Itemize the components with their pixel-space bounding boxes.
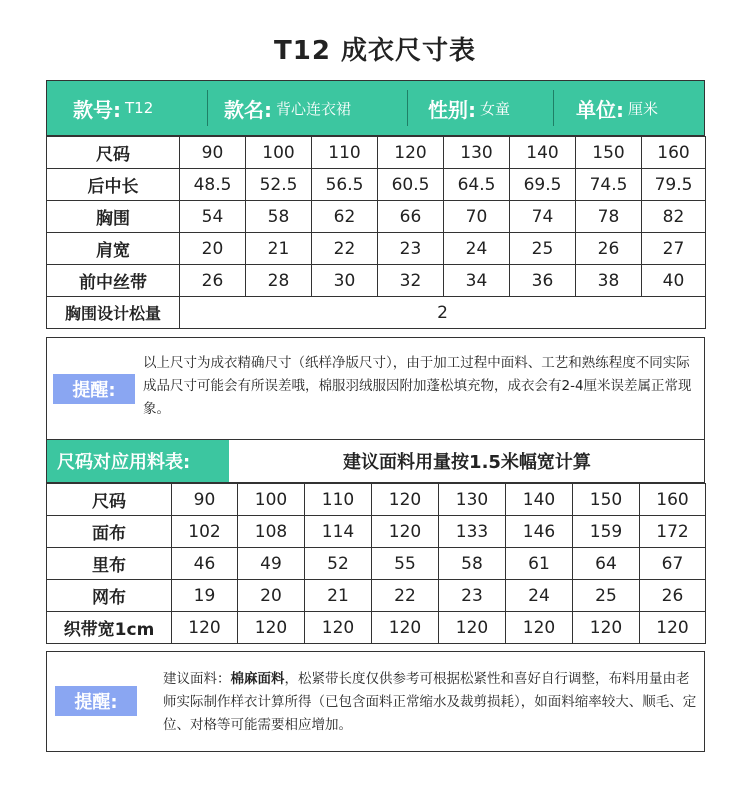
- reminder-note-fabric: [46, 651, 705, 752]
- size-row: [47, 169, 706, 201]
- table-cell: 114: [305, 516, 372, 548]
- unit-value: 厘米: [628, 99, 659, 118]
- table-cell: 79.5: [642, 169, 706, 201]
- table-cell: 25: [573, 580, 640, 612]
- gender-value: 女童: [480, 99, 511, 118]
- table-cell: 52: [305, 548, 372, 580]
- row-label: 前中丝带: [47, 265, 180, 297]
- table-cell: 34: [444, 265, 510, 297]
- table-cell: 56.5: [312, 169, 378, 201]
- table-cell: 159: [573, 516, 640, 548]
- ease-label: 胸围设计松量: [47, 297, 180, 329]
- row-label: 尺码: [47, 137, 180, 169]
- table-cell: 120: [238, 612, 305, 644]
- table-cell: 120: [172, 612, 238, 644]
- table-cell: 100: [246, 137, 312, 169]
- table-cell: 38: [576, 265, 642, 297]
- page-title: T12 成衣尺寸表: [274, 36, 476, 66]
- info-header-bar: [46, 80, 705, 136]
- table-cell: 46: [172, 548, 238, 580]
- table-cell: 120: [305, 612, 372, 644]
- table-cell: 82: [642, 201, 706, 233]
- table-cell: 100: [238, 484, 305, 516]
- ease-value: 2: [180, 297, 706, 329]
- style-name-label: 款名:: [224, 97, 272, 122]
- table-cell: 49: [238, 548, 305, 580]
- table-cell: 130: [444, 137, 510, 169]
- table-cell: 62: [312, 201, 378, 233]
- table-cell: 160: [642, 137, 706, 169]
- table-cell: 21: [305, 580, 372, 612]
- table-cell: 26: [576, 233, 642, 265]
- style-name-cell: [207, 90, 407, 126]
- table-cell: 74.5: [576, 169, 642, 201]
- table-cell: 66: [378, 201, 444, 233]
- table-cell: 25: [510, 233, 576, 265]
- table-cell: 22: [372, 580, 439, 612]
- table-cell: 150: [573, 484, 640, 516]
- table-cell: 146: [506, 516, 573, 548]
- fabric-row: [47, 548, 706, 580]
- style-no-cell: [47, 90, 207, 126]
- table-cell: 48.5: [180, 169, 246, 201]
- table-cell: 23: [439, 580, 506, 612]
- table-cell: 28: [246, 265, 312, 297]
- fabric-row: [47, 612, 706, 644]
- style-name-value: 背心连衣裙: [276, 99, 352, 118]
- gender-cell: [407, 90, 553, 126]
- table-cell: 58: [246, 201, 312, 233]
- table-cell: 60.5: [378, 169, 444, 201]
- table-cell: 61: [506, 548, 573, 580]
- table-cell: 120: [372, 516, 439, 548]
- table-cell: 36: [510, 265, 576, 297]
- fabric-suggestion-prefix: 建议面料：: [163, 671, 231, 687]
- table-cell: 26: [640, 580, 706, 612]
- table-cell: 70: [444, 201, 510, 233]
- row-label: 面布: [47, 516, 172, 548]
- table-cell: 52.5: [246, 169, 312, 201]
- table-cell: 102: [172, 516, 238, 548]
- table-cell: 24: [444, 233, 510, 265]
- table-cell: 120: [439, 612, 506, 644]
- fabric-suggestion-text: ，松紧带长度仅供参考可根据松紧性和喜好自行调整，布料用量由老师实际制作样衣计算所得（已包含面料正常缩水及裁剪损耗），如面料缩率较大、顺毛、定位、对格等可能需要相应增加。: [163, 671, 697, 733]
- table-cell: 140: [510, 137, 576, 169]
- fabric-row: [47, 580, 706, 612]
- table-cell: 40: [642, 265, 706, 297]
- table-cell: 55: [372, 548, 439, 580]
- size-row: [47, 265, 706, 297]
- row-label: 尺码: [47, 484, 172, 516]
- table-cell: 20: [180, 233, 246, 265]
- table-cell: 120: [372, 612, 439, 644]
- table-cell: 120: [378, 137, 444, 169]
- table-cell: 64.5: [444, 169, 510, 201]
- table-cell: 120: [506, 612, 573, 644]
- fabric-suggestion: 棉麻面料: [230, 671, 285, 687]
- ease-row: [47, 297, 706, 329]
- row-label: 后中长: [47, 169, 180, 201]
- gender-label: 性别:: [428, 97, 476, 122]
- table-cell: 160: [640, 484, 706, 516]
- table-cell: 120: [372, 484, 439, 516]
- size-row: [47, 201, 706, 233]
- table-cell: 22: [312, 233, 378, 265]
- size-row: [47, 137, 706, 169]
- reminder-badge: 提醒:: [53, 374, 135, 404]
- unit-cell: [553, 90, 703, 126]
- row-label: 网布: [47, 580, 172, 612]
- table-cell: 108: [238, 516, 305, 548]
- table-cell: 32: [378, 265, 444, 297]
- reminder-badge: 提醒:: [55, 686, 137, 716]
- fabric-section-title: 建议面料用量按1.5米幅宽计算: [343, 452, 591, 473]
- table-cell: 58: [439, 548, 506, 580]
- table-cell: 78: [576, 201, 642, 233]
- table-cell: 120: [640, 612, 706, 644]
- table-cell: 90: [172, 484, 238, 516]
- table-cell: 67: [640, 548, 706, 580]
- table-cell: 172: [640, 516, 706, 548]
- table-cell: 21: [246, 233, 312, 265]
- table-cell: 150: [576, 137, 642, 169]
- table-cell: 23: [378, 233, 444, 265]
- table-cell: 74: [510, 201, 576, 233]
- reminder-text: 以上尺寸为成衣精确尺寸（纸样净版尺寸），由于加工过程中面料、工艺和熟练程度不同实际成品尺寸可能会有所误差哦，棉服羽绒服因附加蓬松填充物，成衣会有2-4厘米误差属正常现象。: [143, 355, 692, 417]
- size-row: [47, 233, 706, 265]
- fabric-section-header: [46, 440, 705, 483]
- row-label: 肩宽: [47, 233, 180, 265]
- unit-label: 单位:: [576, 97, 624, 122]
- table-cell: 140: [506, 484, 573, 516]
- table-cell: 64: [573, 548, 640, 580]
- table-cell: 27: [642, 233, 706, 265]
- row-label: 里布: [47, 548, 172, 580]
- fabric-section-tag: 尺码对应用料表:: [47, 440, 229, 482]
- table-cell: 130: [439, 484, 506, 516]
- table-cell: 133: [439, 516, 506, 548]
- reminder-note-size: [46, 337, 705, 440]
- fabric-table: [46, 483, 706, 644]
- fabric-row: [47, 484, 706, 516]
- style-no-label: 款号:: [73, 97, 121, 122]
- table-cell: 120: [573, 612, 640, 644]
- table-cell: 30: [312, 265, 378, 297]
- table-cell: 20: [238, 580, 305, 612]
- table-cell: 90: [180, 137, 246, 169]
- row-label: 织带宽1cm: [47, 612, 172, 644]
- row-label: 胸围: [47, 201, 180, 233]
- table-cell: 110: [312, 137, 378, 169]
- fabric-row: [47, 516, 706, 548]
- table-cell: 24: [506, 580, 573, 612]
- table-cell: 26: [180, 265, 246, 297]
- table-cell: 110: [305, 484, 372, 516]
- table-cell: 54: [180, 201, 246, 233]
- size-table: [46, 136, 706, 329]
- reminder-text: [163, 668, 699, 737]
- table-cell: 69.5: [510, 169, 576, 201]
- table-cell: 19: [172, 580, 238, 612]
- style-no-value: T12: [125, 99, 154, 117]
